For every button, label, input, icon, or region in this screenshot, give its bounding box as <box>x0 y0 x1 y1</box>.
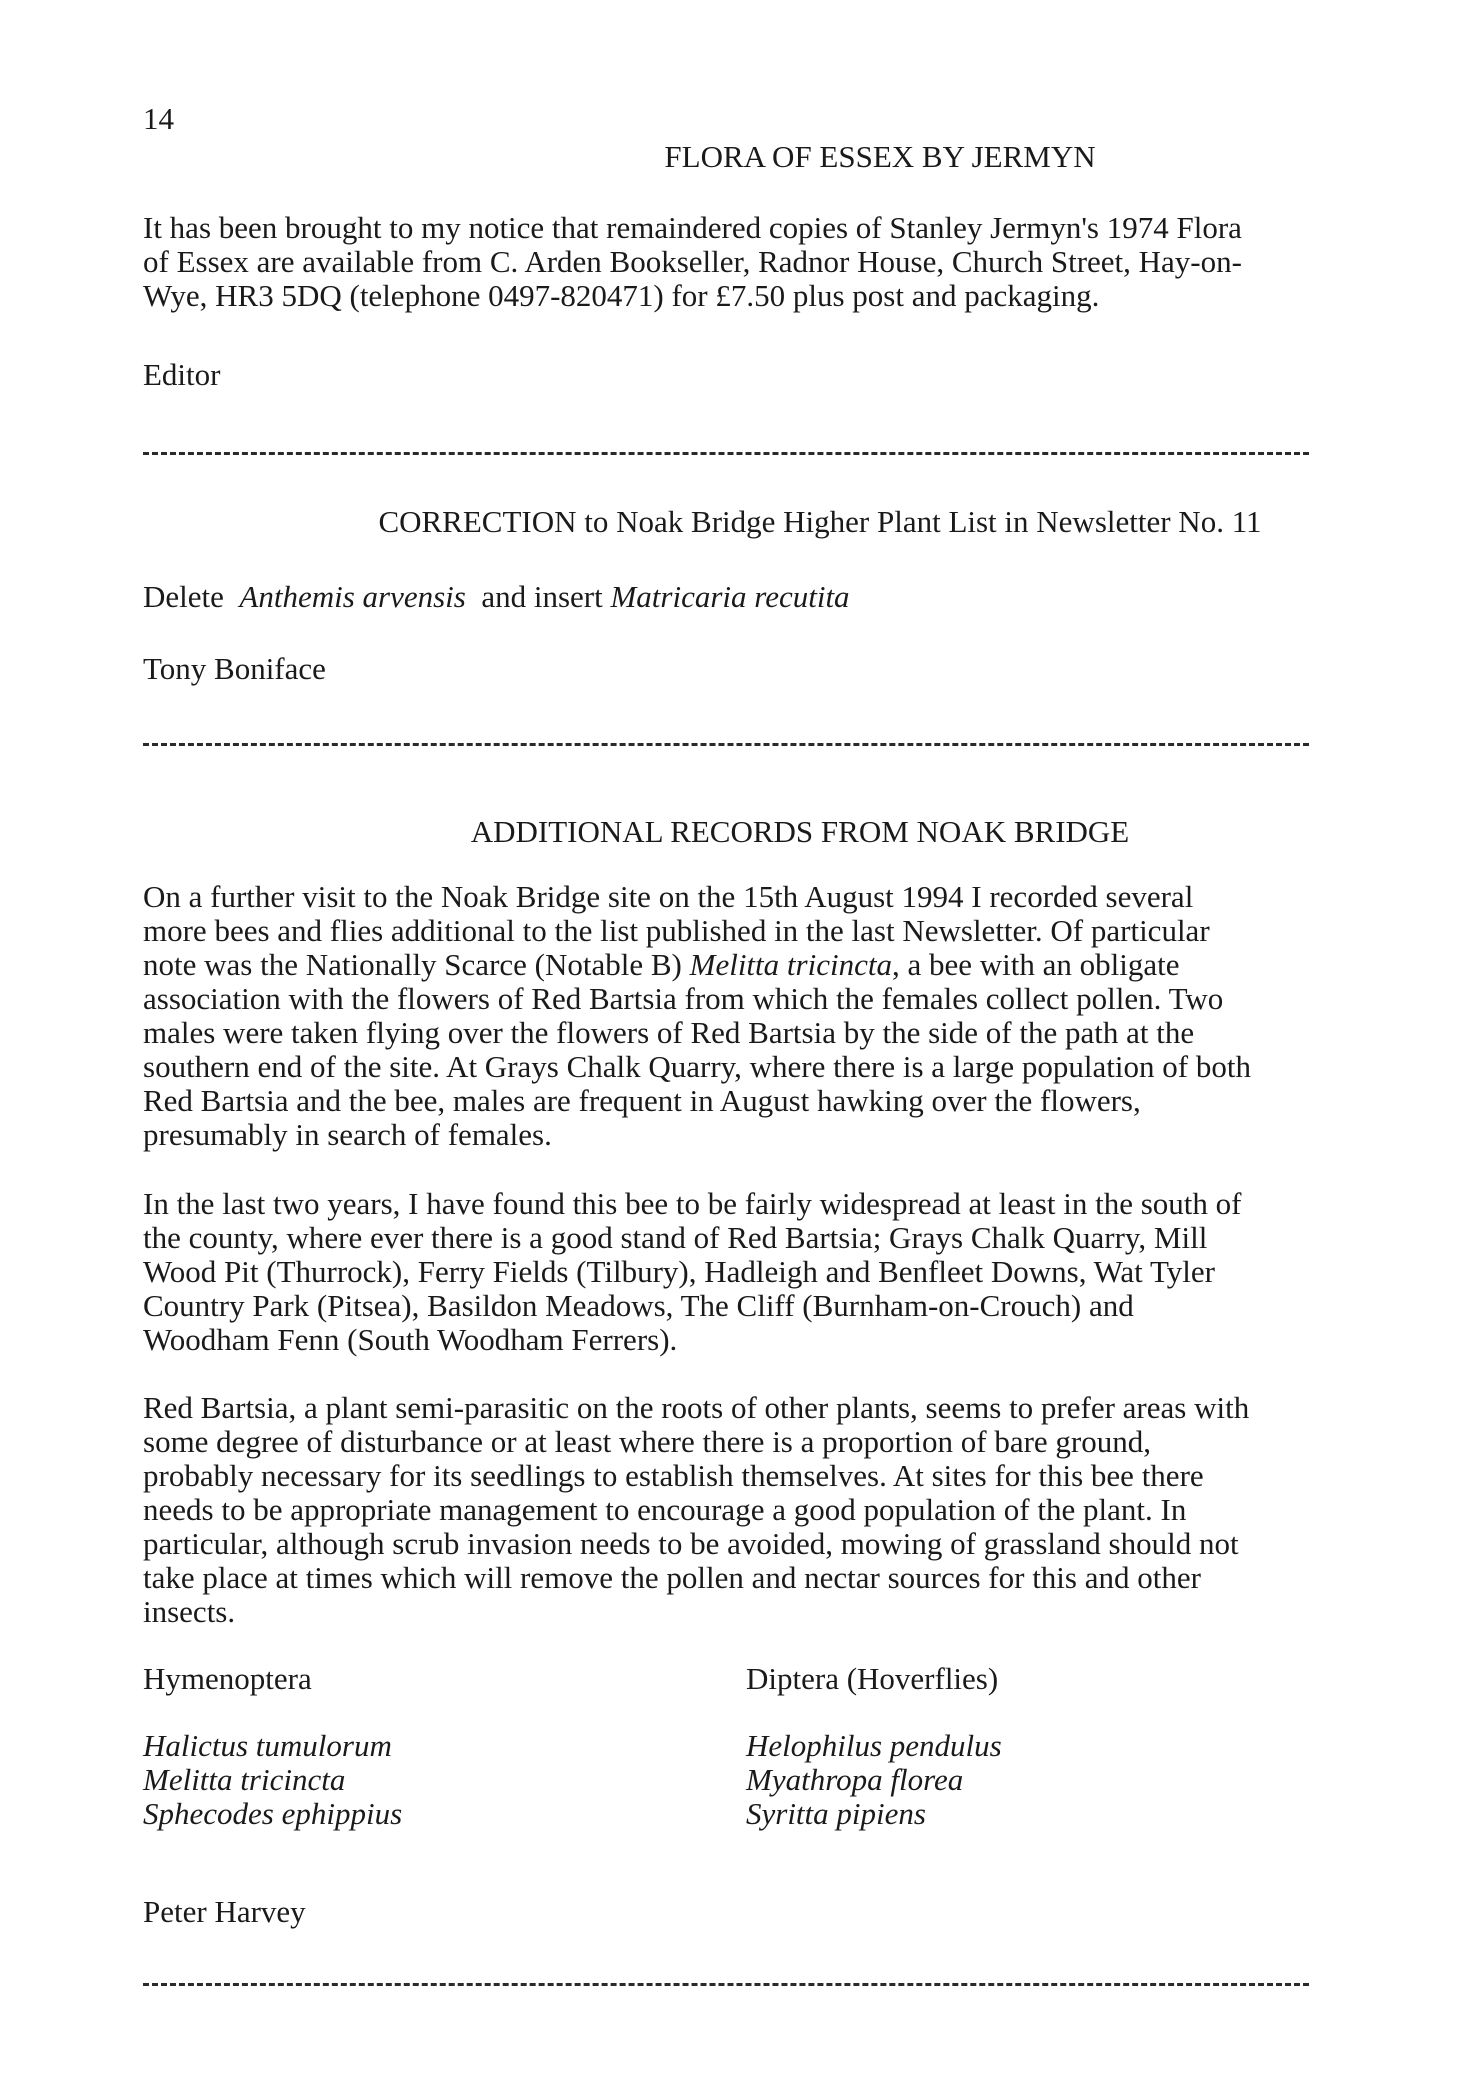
correction-line <box>143 580 850 614</box>
paragraph-line: more bees and flies additional to the list published in the last Newsletter. Of particular <box>143 913 1210 948</box>
paragraph-line: the county, where ever there is a good stand of Red Bartsia; Grays Chalk Quarry, Mill <box>143 1220 1208 1255</box>
paragraph-line: particular, although scrub invasion needs to be avoided, mowing of grassland should not <box>143 1526 1239 1561</box>
paragraph-flora <box>143 211 1333 313</box>
text-segment: note was the Nationally Scarce (Notable B) <box>143 947 690 982</box>
column-heading-hymenoptera: Hymenoptera <box>143 1661 312 1696</box>
divider <box>143 452 1309 455</box>
paragraph-line: needs to be appropriate management to encourage a good population of the plant. In <box>143 1492 1187 1527</box>
paragraph-line: Country Park (Pitsea), Basildon Meadows, The Cliff (Burnham-on-Crouch) and <box>143 1288 1134 1323</box>
paragraph-distribution <box>143 1187 1333 1357</box>
species-name: Halictus tumulorum <box>143 1728 392 1763</box>
paragraph-line: probably necessary for its seedlings to establish themselves. At sites for this bee there <box>143 1458 1204 1493</box>
divider <box>143 1983 1309 1986</box>
paragraph-line: It has been brought to my notice that remaindered copies of Stanley Jermyn's 1974 Flora <box>143 210 1242 245</box>
paragraph-line: of Essex are available from C. Arden Bookseller, Radnor House, Church Street, Hay-on- <box>143 244 1242 279</box>
paragraph-line: In the last two years, I have found this bee to be fairly widespread at least in the south of <box>143 1186 1242 1221</box>
paragraph-visit <box>143 880 1333 1152</box>
paragraph-line: insects. <box>143 1594 236 1629</box>
signature-peter-harvey: Peter Harvey <box>143 1894 306 1929</box>
species-name: Myathropa florea <box>746 1762 964 1797</box>
paragraph-red-bartsia <box>143 1391 1333 1629</box>
species-name: Melitta tricincta <box>143 1762 346 1797</box>
paragraph-line: presumably in search of females. <box>143 1117 552 1152</box>
page-number: 14 <box>143 101 174 136</box>
paragraph-line: On a further visit to the Noak Bridge site on the 15th August 1994 I recorded several <box>143 879 1194 914</box>
species-name: Sphecodes ephippius <box>143 1796 403 1831</box>
signature-editor: Editor <box>143 357 221 392</box>
paragraph-line: Red Bartsia, a plant semi-parasitic on the roots of other plants, seems to prefer areas with <box>143 1390 1250 1425</box>
section-title-additional-records: ADDITIONAL RECORDS FROM NOAK BRIDGE <box>470 814 1130 849</box>
section-title-correction: CORRECTION to Noak Bridge Higher Plant List in Newsletter No. 11 <box>378 504 1262 539</box>
text-segment: , a bee with an obligate <box>891 947 1180 982</box>
paragraph-line: association with the flowers of Red Bartsia from which the females collect pollen. Two <box>143 981 1224 1016</box>
species-name: Helophilus pendulus <box>746 1728 1002 1763</box>
paragraph-line: Wye, HR3 5DQ (telephone 0497-820471) for £7.50 plus post and packaging. <box>143 278 1100 313</box>
delete-species: Anthemis arvensis <box>239 579 466 614</box>
divider <box>143 743 1309 746</box>
delete-label: Delete <box>143 579 224 614</box>
insert-species: Matricaria recutita <box>610 579 850 614</box>
column-heading-diptera: Diptera (Hoverflies) <box>746 1661 999 1696</box>
paragraph-line: Red Bartsia and the bee, males are frequent in August hawking over the flowers, <box>143 1083 1141 1118</box>
paragraph-line <box>143 948 1333 982</box>
paragraph-line: Wood Pit (Thurrock), Ferry Fields (Tilbury), Hadleigh and Benfleet Downs, Wat Tyler <box>143 1254 1215 1289</box>
section-title-flora: FLORA OF ESSEX BY JERMYN <box>664 139 1096 174</box>
species-name: Melitta tricincta <box>689 947 892 982</box>
paragraph-line: Woodham Fenn (South Woodham Ferrers). <box>143 1322 678 1357</box>
species-name: Syritta pipiens <box>746 1796 926 1831</box>
paragraph-line: some degree of disturbance or at least where there is a proportion of bare ground, <box>143 1424 1151 1459</box>
insert-label: and insert <box>481 579 603 614</box>
paragraph-line: males were taken flying over the flowers of Red Bartsia by the side of the path at the <box>143 1015 1195 1050</box>
paragraph-line: southern end of the site. At Grays Chalk Quarry, where there is a large population of both <box>143 1049 1251 1084</box>
signature-tony-boniface: Tony Boniface <box>143 651 326 686</box>
paragraph-line: take place at times which will remove the pollen and nectar sources for this and other <box>143 1560 1201 1595</box>
